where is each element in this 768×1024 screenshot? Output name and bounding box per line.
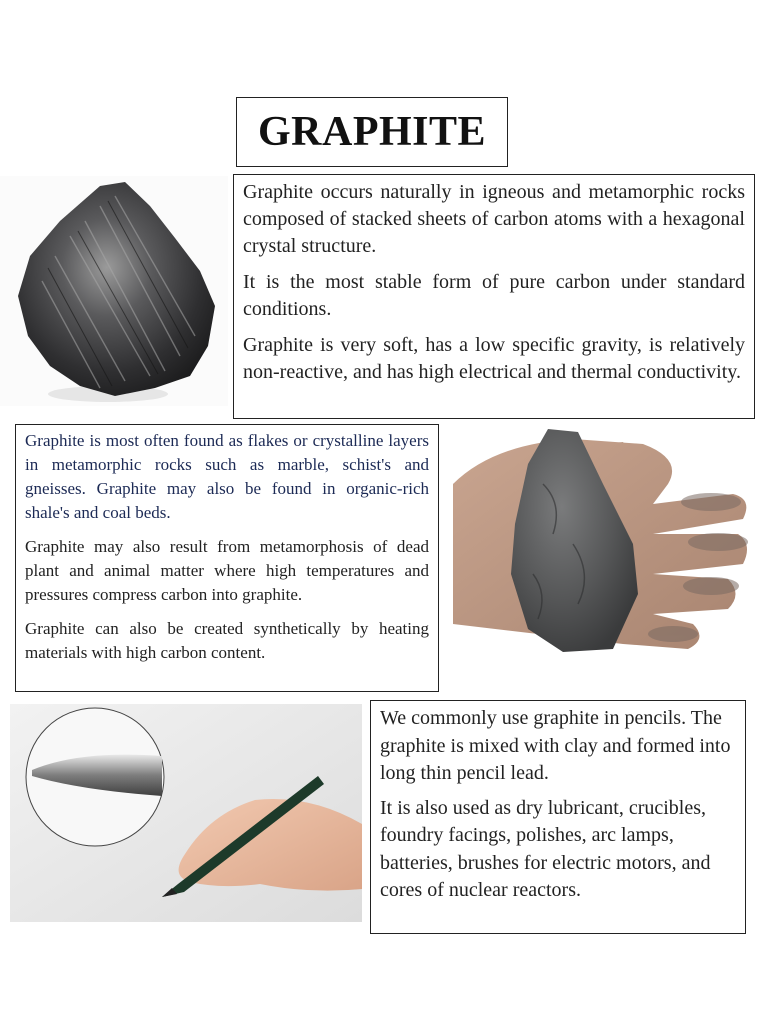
page-title-box (236, 97, 508, 167)
metamorphosis-paragraph: Graphite may also result from metamorphosis of dead plant and animal matter where high temperatures and pressures compress carbon into graphite. (25, 537, 429, 604)
intro-text-box (233, 174, 755, 419)
occurrence-paragraph: Graphite is most often found as flakes or crystalline layers in metamorphic rocks such as marble, schist's and gneisses. Graphite may also be found in organic-rich shale's and coal beds. (25, 431, 429, 522)
pencil-use-paragraph: We commonly use graphite in pencils. The graphite is mixed with clay and formed into long thin pencil lead. (380, 707, 731, 784)
uses-text-box (370, 700, 746, 934)
graphite-in-hand-image (453, 424, 768, 658)
properties-paragraph: Graphite is very soft, has a low specific gravity, is relatively non-reactive, and has high electrical and thermal conductivity. (243, 334, 745, 383)
other-uses-paragraph: It is also used as dry lubricant, crucibles, foundry facings, polishes, arc lamps, batteries, brushes for electric motors, and cores of nuclear reactors. (380, 796, 711, 901)
pencil-image (10, 704, 362, 922)
stability-paragraph: It is the most stable form of pure carbon under standard conditions. (243, 271, 745, 320)
intro-paragraph: Graphite occurs naturally in igneous and metamorphic rocks composed of stacked sheets of carbon atoms with a hexagonal crystal structure. (243, 181, 745, 257)
page-title: GRAPHITE (257, 109, 487, 155)
occurrence-text-box (15, 424, 439, 692)
synthetic-paragraph: Graphite can also be created synthetically by heating materials with high carbon content. (25, 619, 429, 662)
graphite-rock-image (0, 176, 228, 406)
